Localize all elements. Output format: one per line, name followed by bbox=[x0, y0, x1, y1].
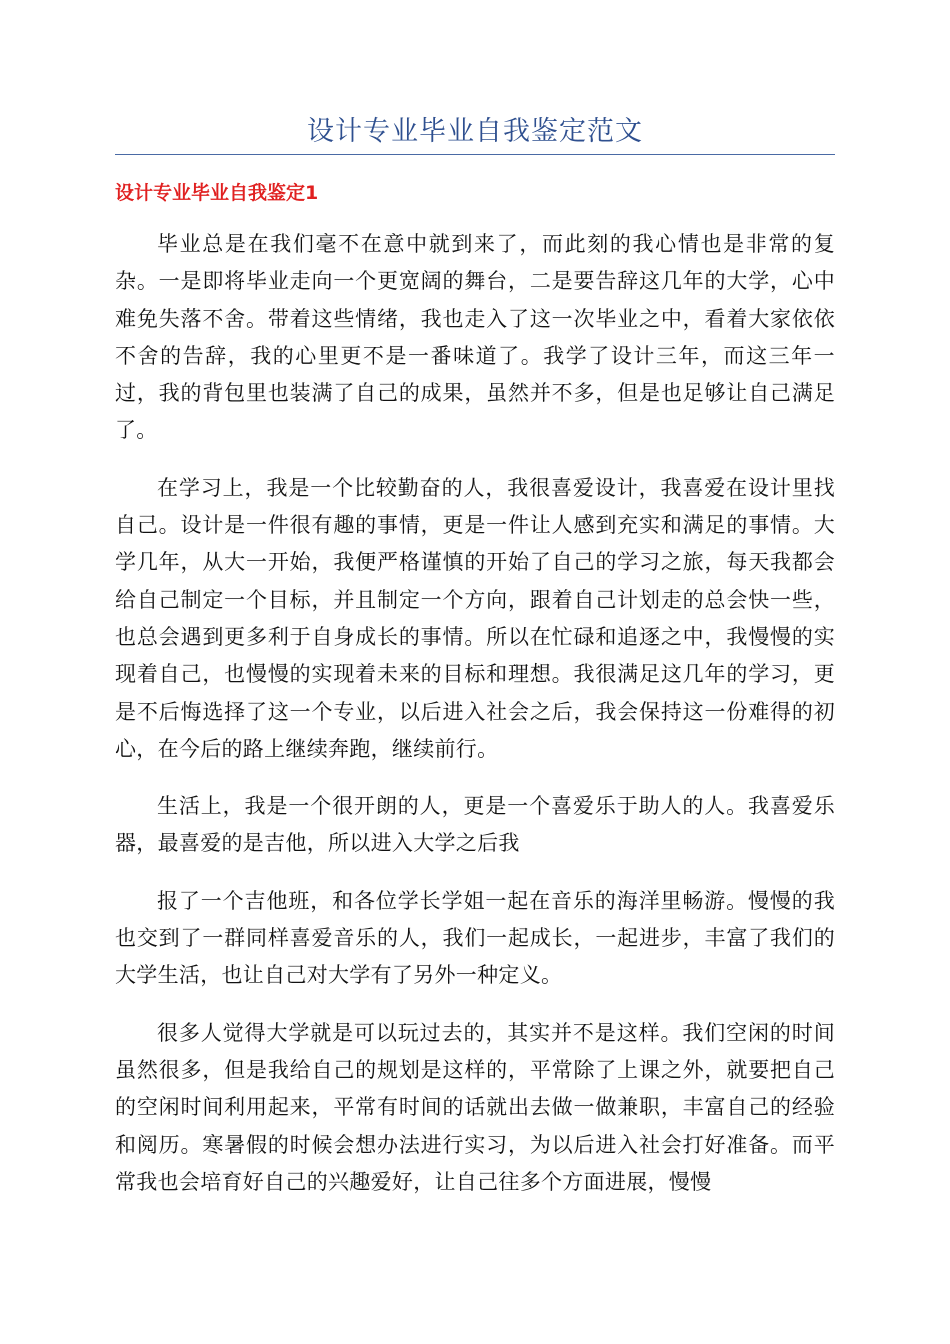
title-underline bbox=[115, 154, 835, 155]
paragraph-4: 报了一个吉他班，和各位学长学姐一起在音乐的海洋里畅游。慢慢的我也交到了一群同样喜爱音乐的人，我们一起成长，一起进步，丰富了我们的大学生活，也让自己对大学有了另外一种定义。 bbox=[115, 888, 835, 988]
paragraph-5: 很多人觉得大学就是可以玩过去的，其实并不是这样。我们空闲的时间虽然很多，但是我给自己的规划是这样的，平常除了上课之外，就要把自己的空闲时间利用起来，平常有时间的话就出去做一做兼职，丰富自己的经验和阅历。寒暑假的时候会想办法进行实习，为以后进入社会打好准备。而平常我也会培育好自己的兴趣爱好，让自己往多个方面进展，慢慢 bbox=[115, 1020, 835, 1194]
document-body bbox=[115, 226, 835, 1221]
section-heading: 设计专业毕业自我鉴定1 bbox=[115, 182, 319, 204]
paragraph-1: 毕业总是在我们毫不在意中就到来了，而此刻的我心情也是非常的复杂。一是即将毕业走向一个更宽阔的舞台，二是要告辞这几年的大学，心中难免失落不舍。带着这些情绪，我也走入了这一次毕业之中，看着大家依依不舍的告辞，我的心里更不是一番味道了。我学了设计三年，而这三年一过，我的背包里也装满了自己的成果，虽然并不多，但是也足够让自己满足了。 bbox=[115, 232, 835, 443]
paragraph-3: 生活上，我是一个很开朗的人，更是一个喜爱乐于助人的人。我喜爱乐器，最喜爱的是吉他，所以进入大学之后我 bbox=[115, 794, 835, 856]
paragraph-2: 在学习上，我是一个比较勤奋的人，我很喜爱设计，我喜爱在设计里找自己。设计是一件很有趣的事情，更是一件让人感到充实和满足的事情。大学几年，从大一开始，我便严格谨慎的开始了自己的学习之旅，每天我都会给自己制定一个目标，并且制定一个方向，跟着自己计划走的总会快一些，也总会遇到更多利于自身成长的事情。所以在忙碌和追逐之中，我慢慢的实现着自己，也慢慢的实现着未来的目标和理想。我很满足这几年的学习，更是不后悔选择了这一个专业，以后进入社会之后，我会保持这一份难得的初心，在今后的路上继续奔跑，继续前行。 bbox=[115, 475, 835, 761]
document-title: 设计专业毕业自我鉴定范文 bbox=[307, 116, 643, 147]
